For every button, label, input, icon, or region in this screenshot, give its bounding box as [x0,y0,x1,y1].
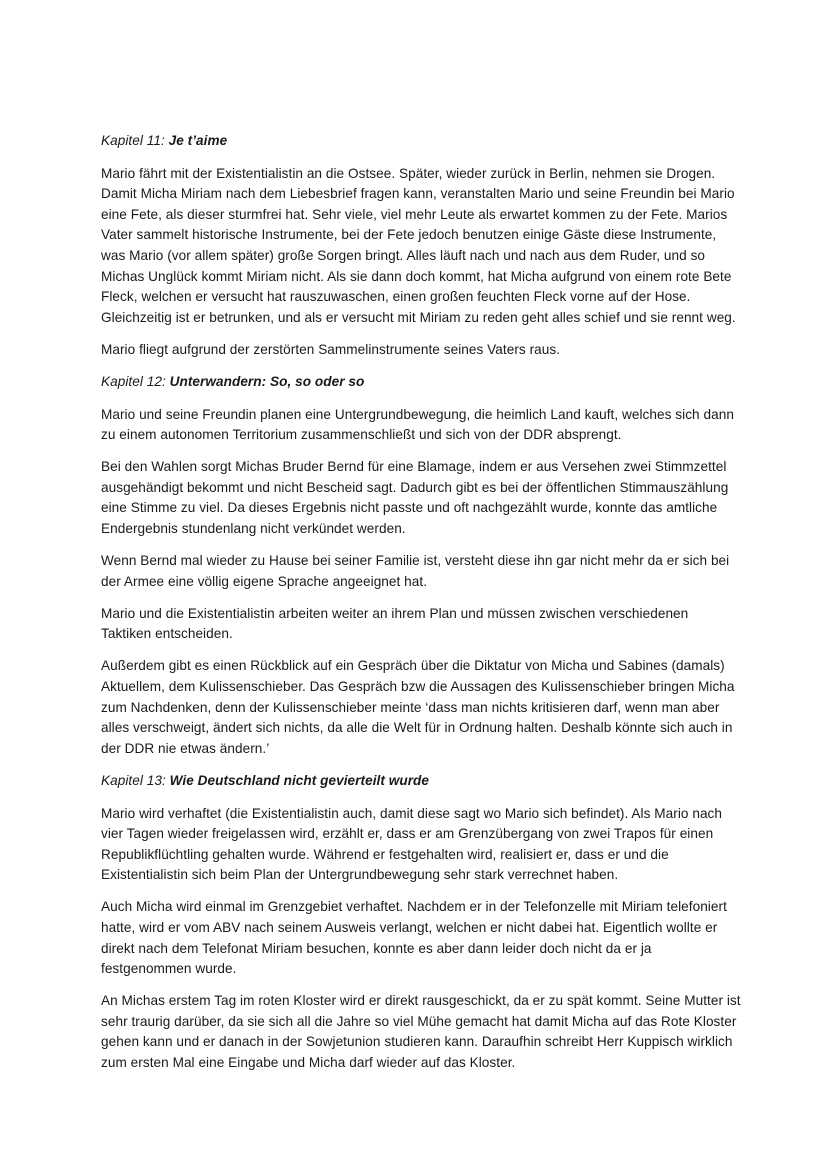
paragraph: Außerdem gibt es einen Rückblick auf ein Gespräch über die Diktatur von Micha und Sabines (damals) Aktuellem, dem Kulissenschieber. Das Gespräch bzw die Aussagen des Kulissenschieber bringen Micha zum Nachdenken, denn der Kulissenschieber meinte ‘dass man nichts kritisieren darf, wenn man aber alles verschweigt, ändert sich nichts, da alle die Welt für in Ordnung halten. Deshalb könnte sich auch in der DDR nie etwas ändern.’ [101,658,735,756]
paragraph: Wenn Bernd mal wieder zu Hause bei seiner Familie ist, versteht diese ihn gar nicht mehr da er sich bei der Armee eine völlig eigene Sprache angeeignet hat. [101,553,730,589]
chapter-12 [101,372,741,760]
chapter-label: Kapitel 13: [101,772,166,788]
paragraph: Mario und seine Freundin planen eine Untergrundbewegung, die heimlich Land kauft, welches sich dann zu einem autonomen Territorium zusammenschließt und sich von der DDR absprengt. [101,406,734,443]
chapter-11 [101,131,741,360]
chapter-title: Je t’aime [168,133,228,148]
document-page [101,131,741,1085]
chapter-13 [101,771,741,1074]
paragraph: Auch Micha wird einmal im Grenzgebiet verhaftet. Nachdem er in der Telefonzelle mit Miriam telefoniert hatte, wird er vom ABV nach seinem Ausweis verlangt, welchen er nicht dabei hat. Eigentlich wollte er direkt nach dem Telefonat Miriam besuchen, konnte es aber dann leider doch nicht da er ja festgenommen wurde. [101,899,727,977]
chapter-heading [101,372,741,393]
chapter-label: Kapitel 12: [101,373,166,389]
paragraph: An Michas erstem Tag im roten Kloster wird er direkt rausgeschickt, da er zu spät kommt. Seine Mutter ist sehr traurig darüber, da sie sich all die Jahre so viel Mühe gemacht hat damit Micha auf das Rote Kloster gehen kann und er danach in der Sowjetunion studieren kann. Daraufhin schreibt Herr Kuppisch wirklich zum ersten Mal eine Eingabe und Micha darf wieder auf das Kloster. [101,993,741,1071]
paragraph: Mario fliegt aufgrund der zerstörten Sammelinstrumente seines Vaters raus. [101,341,561,357]
paragraph: Mario und die Existentialistin arbeiten weiter an ihrem Plan und müssen zwischen verschiedenen Taktiken entscheiden. [101,605,689,642]
paragraph: Mario wird verhaftet (die Existentialistin auch, damit diese sagt wo Mario sich befindet). Als Mario nach vier Tagen wieder freigelassen wird, erzählt er, dass er am Grenzübergang von zwei Trapos für einen Republikflüchtling gehalten wurde. Während er festgehalten wird, realisiert er, dass er und die Existentialistin sich beim Plan der Untergrundbewegung sehr stark verrechnet haben. [101,805,723,883]
paragraph: Bei den Wahlen sorgt Michas Bruder Bernd für eine Blamage, indem er aus Versehen zwei Stimmzettel ausgehändigt bekommt und nicht Bescheid sagt. Dadurch gibt es bei der öffentlichen Stimmauszählung eine Stimme zu viel. Da dieses Ergebnis nicht passte und oft nachgezählt wurde, konnte das amtliche Endergebnis stundenlang nicht verkündet werden. [101,459,729,536]
chapter-title: Unterwandern: So, so oder so [169,373,365,389]
chapter-heading [101,771,741,792]
paragraph: Mario fährt mit der Existentialistin an die Ostsee. Später, wieder zurück in Berlin, nehmen sie Drogen. Damit Micha Miriam nach dem Liebesbrief fragen kann, veranstalten Mario und seine Freundin bei Mario eine Fete, als dieser sturmfrei hat. Sehr viele, viel mehr Leute als erwartet kommen zu der Fete. Marios Vater sammelt historische Instrumente, bei der Fete jedoch benutzen einige Gäste diese Instrumente, was Mario (vor allem später) große Sorgen bringt. Alles läuft nach und nach aus dem Ruder, und so Michas Unglück kommt Miriam nicht. Als sie dann doch kommt, hat Micha aufgrund von einem rote Bete Fleck, welchen er versucht hat rauszuwaschen, einen großen feuchten Fleck vorne auf der Hose. Gleichzeitig ist er betrunken, und als er versucht mit Miriam zu reden geht alles schief und sie rennt weg. [101,165,736,325]
chapter-title: Wie Deutschland nicht gevierteilt wurde [169,772,430,788]
chapter-label: Kapitel 11: [101,133,165,148]
chapter-heading [101,131,741,152]
